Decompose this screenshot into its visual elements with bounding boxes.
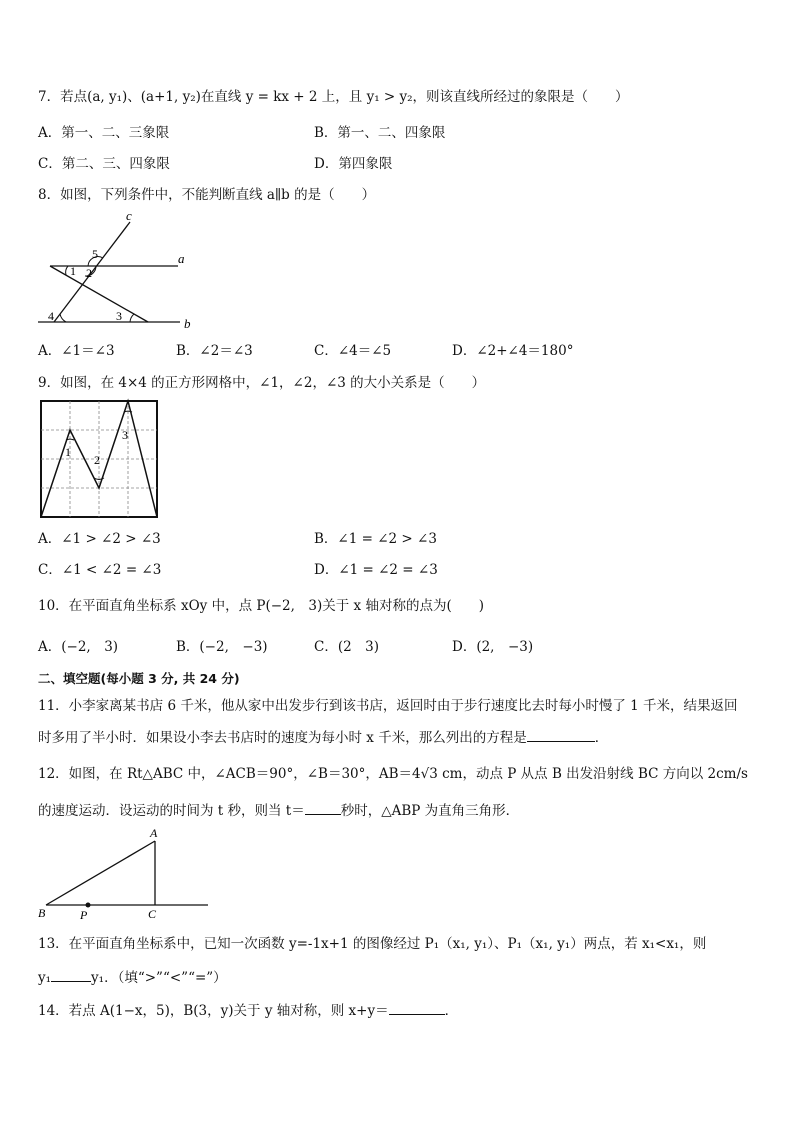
angle-1-arc (66, 266, 68, 275)
q12-right-triangle-figure (36, 825, 216, 921)
side-ab (46, 841, 155, 905)
question-8-stem: 8．如图，下列条件中，不能判断直线 a∥b 的是（ ） (38, 187, 376, 203)
q10-option-c: C．(2 3) (314, 639, 380, 655)
question-14: 14．若点 A(1−x，5)，B(3，y)关于 y 轴对称，则 x+y＝ ． (38, 1000, 458, 1020)
question-11-line2: 时多用了半小时．如果设小李去书店时的速度为每小时 x 千米，那么列出的方程是 ． (38, 727, 608, 747)
question-13-line2: y₁ y₁．（填“>”“<”“=”） (38, 967, 227, 987)
label-2: 2 (86, 266, 92, 280)
q8-option-c: C．∠4＝∠5 (314, 343, 392, 359)
label-1: 1 (70, 264, 76, 278)
q8-option-a: A．∠1＝∠3 (38, 343, 115, 359)
q8-parallel-lines-figure (30, 208, 210, 333)
section-2-title: 二、填空题(每小题 3 分, 共 24 分) (38, 671, 240, 686)
label-c: c (126, 208, 132, 223)
q8-option-b: B．∠2＝∠3 (176, 343, 253, 359)
q7-option-c: C．第二、三、四象限 (38, 156, 170, 172)
q8-option-d: D．∠2+∠4＝180° (452, 343, 574, 359)
angle-1-arc (66, 439, 74, 440)
label-3: 3 (122, 428, 128, 442)
question-10-stem: 10．在平面直角坐标系 xOy 中，点 P(−2, 3)关于 x 轴对称的点为( ) (38, 598, 484, 614)
label-b: b (184, 316, 191, 331)
answer-blank[interactable] (51, 967, 91, 982)
q9-option-a: A．∠1 > ∠2 > ∠3 (38, 531, 161, 547)
label-a: a (178, 251, 185, 266)
answer-blank[interactable] (527, 727, 595, 742)
label-c: C (148, 907, 157, 921)
q7-option-d: D．第四象限 (314, 156, 393, 172)
q9-option-c: C．∠1 < ∠2 = ∠3 (38, 562, 162, 578)
question-7-stem: 7．若点(a, y₁)、(a+1, y₂)在直线 y = kx + 2 上，且 y₁ > y₂，则该直线所经过的象限是（ ） (38, 89, 629, 105)
question-9-stem: 9．如图，在 4×4 的正方形网格中，∠1，∠2，∠3 的大小关系是（ ） (38, 375, 486, 391)
q9-option-d: D．∠1 = ∠2 = ∠3 (314, 562, 438, 578)
label-a: A (150, 826, 158, 840)
q10-option-a: A．(−2, 3) (38, 639, 119, 655)
label-p: P (80, 908, 88, 921)
question-13-line1: 13．在平面直角坐标系中，已知一次函数 y=-1x+1 的图像经过 P₁（x₁, y₁）、P₁（x₁, y₁）两点，若 x₁<x₁，则 (38, 936, 707, 952)
q7-option-a: A．第一、二、三象限 (38, 125, 170, 141)
label-1: 1 (65, 445, 71, 459)
question-12-line1: 12．如图，在 Rt△ABC 中，∠ACB＝90°，∠B＝30°，AB＝4√3 cm，动点 P 从点 B 出发沿射线 BC 方向以 2cm/s (38, 766, 748, 782)
point-p (86, 903, 91, 908)
q10-option-d: D．(2, −3) (452, 639, 534, 655)
angle-3-arc (130, 314, 134, 322)
angle-4-arc (60, 314, 66, 322)
label-2: 2 (94, 453, 100, 467)
transversal-line (50, 266, 148, 322)
answer-blank[interactable] (305, 800, 341, 815)
q10-option-b: B．(−2, −3) (176, 639, 268, 655)
question-12-line2: 的速度运动．设运动的时间为 t 秒，则当 t＝ 秒时，△ABP 为直角三角形． (38, 800, 519, 820)
label-3: 3 (116, 309, 122, 323)
label-4: 4 (48, 309, 54, 323)
q9-option-b: B．∠1 = ∠2 > ∠3 (314, 531, 437, 547)
q7-option-b: B．第一、二、四象限 (314, 125, 446, 141)
label-b: B (38, 906, 46, 920)
question-11-line1: 11．小李家离某书店 6 千米，他从家中出发步行到该书店，返回时由于步行速度比去时每小时慢了 1 千米，结果返回 (38, 698, 738, 714)
label-5: 5 (92, 247, 98, 261)
q9-grid-figure (38, 398, 160, 522)
answer-blank[interactable] (389, 1000, 445, 1015)
